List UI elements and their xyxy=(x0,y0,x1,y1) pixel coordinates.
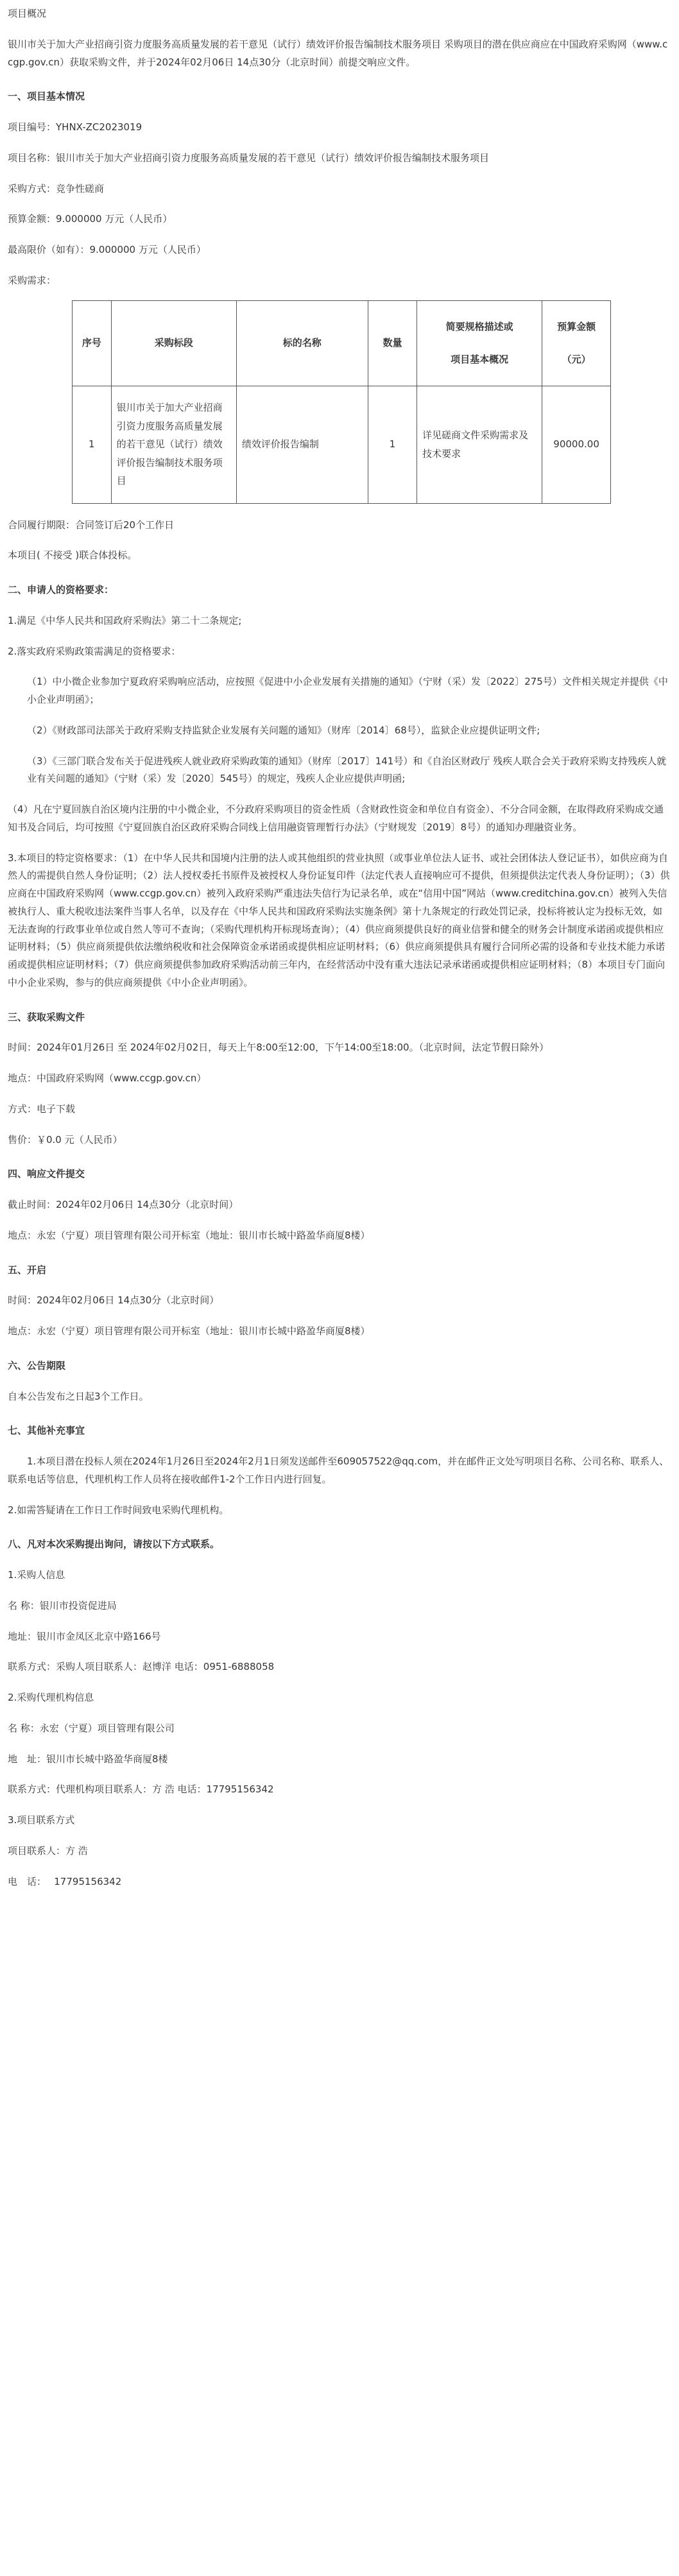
cell-lot: 银川市关于加大产业招商引资力度服务高质量发展的若干意见（试行）绩效评价报告编制技术服务项目 xyxy=(111,386,236,503)
cell-target: 绩效评价报告编制 xyxy=(236,386,368,503)
policy-item-3: （3）《三部门联合发布关于促进残疾人就业政府采购政策的通知》（财库〔2017〕141号）和《自治区财政厅 残疾人联合会关于政府采购支持残疾人就业有关问题的通知》（宁财（采）发〔2020〕545号）的规定，残疾人企业应提供声明函; xyxy=(27,755,667,785)
header-budget-line2: （元） xyxy=(562,353,591,365)
buyer-name: 名 称：银川市投资促进局 xyxy=(8,1599,117,1611)
buyer-info-title: 1.采购人信息 xyxy=(8,1569,65,1581)
consortium-note: 本项目( 不接受 )联合体投标。 xyxy=(8,549,137,562)
obtain-place: 地点：中国政府采购网（www.ccgp.gov.cn） xyxy=(8,1072,207,1084)
table-header-row xyxy=(73,300,611,386)
qualification-req-1: 1.满足《中华人民共和国政府采购法》第二十二条规定; xyxy=(8,614,242,626)
section-heading-submission: 四、响应文件提交 xyxy=(8,1168,85,1180)
project-contact-phone: 电 话： 17795156342 xyxy=(8,1875,122,1887)
project-contact-title: 3.项目联系方式 xyxy=(8,1814,75,1826)
opening-place: 地点：永宏（宁夏）项目管理有限公司开标室（地址：银川市长城中路盈华商厦8楼） xyxy=(8,1325,370,1337)
other-item-1: 1.本项目潜在投标人须在2024年1月26日至2024年2月1日须发送邮件至609057522@qq.com，并在邮件正文处写明项目名称、公司名称、联系人、联系电话等信息，代理机构工作人员将在接收邮件1-2个工作日内进行回复。 xyxy=(8,1455,669,1485)
cell-quantity: 1 xyxy=(368,386,417,503)
other-item-2: 2.如需答疑请在工作日工作时间致电采购代理机构。 xyxy=(8,1504,229,1516)
project-number: 项目编号：YHNX-ZC2023019 xyxy=(8,121,142,133)
overview-title: 项目概况 xyxy=(8,8,47,19)
policy-item-2: （2）《财政部司法部关于政府采购支持监狱企业发展有关问题的通知》（财库〔2014〕68号），监狱企业应提供证明文件; xyxy=(27,724,540,736)
agency-address: 地 址：银川市长城中路盈华商厦8楼 xyxy=(8,1753,168,1765)
header-budget-gap xyxy=(547,336,605,350)
header-budget xyxy=(542,300,611,386)
cell-budget: 90000.00 xyxy=(542,386,611,503)
agency-info-title: 2.采购代理机构信息 xyxy=(8,1692,94,1703)
header-description-line1: 简要规格描述或 xyxy=(445,321,513,332)
submission-place: 地点：永宏（宁夏）项目管理有限公司开标室（地址：银川市长城中路盈华商厦8楼） xyxy=(8,1229,370,1241)
header-target: 标的名称 xyxy=(236,300,368,386)
cell-description: 详见磋商文件采购需求及技术要求 xyxy=(417,386,542,503)
obtain-time: 时间：2024年01月26日 至 2024年02月02日，每天上午8:00至12:00，下午14:00至18:00。（北京时间，法定节假日除外） xyxy=(8,1042,549,1054)
qualification-req-2: 2.落实政府采购政策需满足的资格要求： xyxy=(8,645,181,657)
agency-contact: 联系方式：代理机构项目联系人：方 浩 电话：17795156342 xyxy=(8,1783,274,1796)
section-heading-qualification: 二、申请人的资格要求： xyxy=(8,584,114,596)
section-heading-opening: 五、开启 xyxy=(8,1264,47,1276)
header-no: 序号 xyxy=(73,300,112,386)
notice-period-text: 自本公告发布之日起3个工作日。 xyxy=(8,1390,149,1402)
qualification-req-3: 3.本项目的特定资格要求：（1）在中华人民共和国境内注册的法人或其他组织的营业执照（或事业单位法人证书、或社会团体法人登记证书），如供应商为自然人的需提供自然人身份证明；（2）法人授权委托书原件及被授权人身份证复印件（法定代表人直接响应可不提供，但须提供法定代表人身份证明）；（3）供应商在中国政府采购网（www.ccgp.gov.cn）被列入政府采购严重违法失信行为记录名单，或在“信用中国”网站（www.creditchina.gov.cn）被列入失信被执行人、重大税收违法案件当事人名单，以及存在《中华人民共和国政府采购法实施条例》第十九条规定的行政处罚记录，投标将被认定为投标无效，如无法查询的行政事业单位或自然人等可不查询；（采购代理机构开标现场查询）；（4）供应商须提供良好的商业信誉和健全的财务会计制度承诺函或提供相应证明材料；（5）供应商须提供依法缴纳税收和社会保障资金承诺函或提供相应证明材料；（6）供应商须提供具有履行合同所必需的设备和专业技术能力承诺函或提供相应证明材料；（7）供应商须提供参加政府采购活动前三年内，在经营活动中没有重大违法记录承诺函或提供相应证明材料；（8）本项目专门面向中小企业采购，参与的供应商须提供《中小企业声明函》。 xyxy=(8,852,670,988)
section-heading-contact: 八、凡对本次采购提出询问，请按以下方式联系。 xyxy=(8,1538,220,1550)
overview-text: 银川市关于加大产业招商引资力度服务高质量发展的若干意见（试行）绩效评价报告编制技术服务项目 采购项目的潜在供应商应在中国政府采购网（www.ccgp.gov.cn）获取采购文件，并于2024年02月06日 14点30分（北京时间）前提交响应文件。 xyxy=(8,38,668,68)
obtain-price: 售价：￥0.0 元（人民币） xyxy=(8,1133,123,1146)
max-price: 最高限价（如有）：9.000000 万元（人民币） xyxy=(8,244,206,255)
header-quantity: 数量 xyxy=(368,300,417,386)
policy-item-1: （1）中小微企业参加宁夏政府采购响应活动，应按照《促进中小企业发展有关措施的通知》（宁财（采）发〔2022〕275号）文件相关规定并提供《中小企业声明函》； xyxy=(27,676,668,705)
contract-period: 合同履行期限：合同签订后20个工作日 xyxy=(8,519,175,531)
header-description-gap xyxy=(422,336,537,350)
project-contact-person: 项目联系人：方 浩 xyxy=(8,1844,88,1857)
header-lot: 采购标段 xyxy=(111,300,236,386)
section-heading-notice-period: 六、公告期限 xyxy=(8,1359,66,1371)
section-heading-other: 七、其他补充事宜 xyxy=(8,1425,85,1437)
agency-name: 名 称：永宏（宁夏）项目管理有限公司 xyxy=(8,1722,175,1734)
buyer-address: 地址：银川市金凤区北京中路166号 xyxy=(8,1630,161,1642)
section-heading-basic-info: 一、项目基本情况 xyxy=(8,90,85,103)
procurement-method: 采购方式：竞争性磋商 xyxy=(8,182,105,194)
opening-time: 时间：2024年02月06日 14点30分（北京时间） xyxy=(8,1294,219,1307)
obtain-method: 方式：电子下载 xyxy=(8,1103,76,1115)
header-description-line2: 项目基本概况 xyxy=(451,353,509,365)
cell-no: 1 xyxy=(73,386,112,503)
header-description xyxy=(417,300,542,386)
project-name: 项目名称：银川市关于加大产业招商引资力度服务高质量发展的若干意见（试行）绩效评价报告编制技术服务项目 xyxy=(8,151,490,164)
requirement-label: 采购需求： xyxy=(8,274,56,286)
budget-amount: 预算金额：9.000000 万元（人民币） xyxy=(8,213,173,225)
buyer-contact: 联系方式：采购人项目联系人：赵博洋 电话：0951-6888058 xyxy=(8,1661,275,1673)
section-heading-obtain-docs: 三、获取采购文件 xyxy=(8,1011,85,1023)
submission-deadline: 截止时间：2024年02月06日 14点30分（北京时间） xyxy=(8,1199,239,1210)
policy-item-4: （4）凡在宁夏回族自治区境内注册的中小微企业，不分政府采购项目的资金性质（含财政性资金和单位自有资金）、不分合同金额，在取得政府采购成交通知书及合同后，均可按照《宁夏回族自治区政府采购合同线上信用融资管理暂行办法》（宁财规发〔2019〕8号）的通知办理融资业务。 xyxy=(8,803,664,833)
table-row xyxy=(73,386,611,503)
requirement-table xyxy=(72,300,611,504)
header-budget-line1: 预算金额 xyxy=(557,321,596,332)
